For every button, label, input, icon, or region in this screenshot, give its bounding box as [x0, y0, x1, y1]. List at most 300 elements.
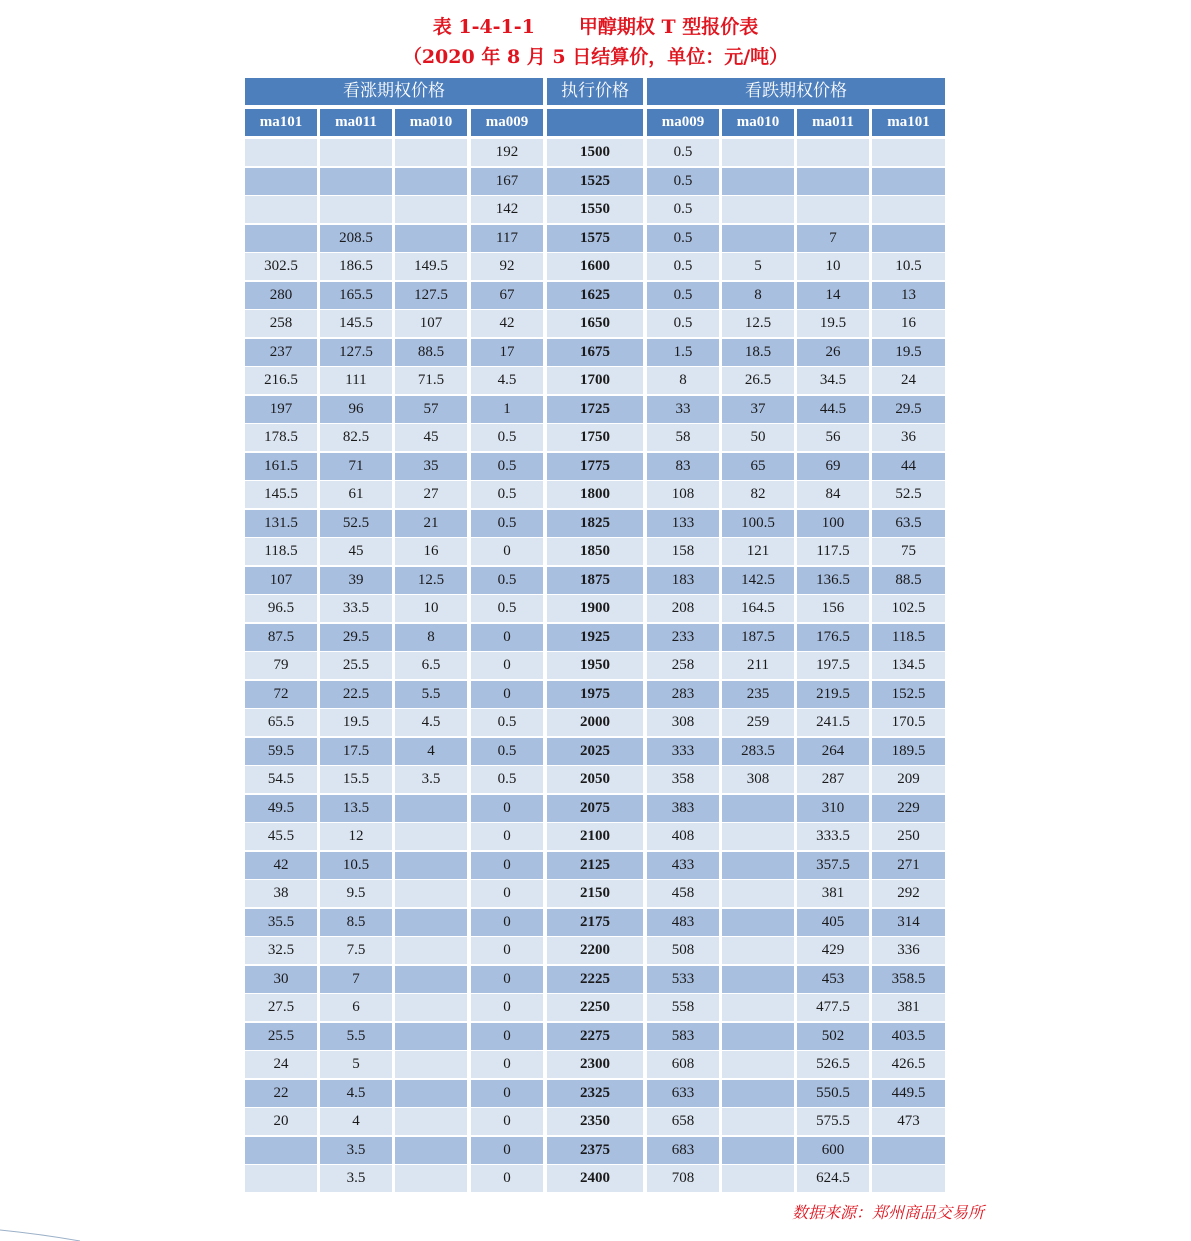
put-price-cell: 1.5: [647, 339, 719, 366]
put-price-cell: 229: [872, 795, 945, 822]
put-price-cell: 233: [647, 624, 719, 651]
call-price-cell: [395, 880, 467, 907]
put-price-cell: 502: [797, 1023, 869, 1050]
put-price-cell: 358: [647, 766, 719, 793]
put-price-cell: [722, 139, 794, 166]
put-price-cell: 82: [722, 481, 794, 508]
put-price-cell: 287: [797, 766, 869, 793]
call-price-cell: 280: [245, 282, 317, 309]
strike-price-cell: 2350: [547, 1108, 643, 1135]
call-price-cell: 4.5: [395, 709, 467, 736]
put-col-header: ma011: [797, 109, 869, 136]
call-price-cell: [320, 139, 392, 166]
call-price-cell: 117: [471, 225, 543, 252]
put-price-cell: 408: [647, 823, 719, 850]
call-price-cell: 6.5: [395, 652, 467, 679]
call-price-cell: 4: [395, 738, 467, 765]
call-price-cell: [245, 196, 317, 223]
strike-price-cell: 2250: [547, 994, 643, 1021]
call-price-cell: 186.5: [320, 253, 392, 280]
call-price-cell: 59.5: [245, 738, 317, 765]
call-price-cell: 5.5: [320, 1023, 392, 1050]
call-price-cell: [245, 1137, 317, 1164]
put-price-cell: 271: [872, 852, 945, 879]
put-price-cell: 5: [722, 253, 794, 280]
call-price-cell: 96.5: [245, 595, 317, 622]
call-price-cell: 107: [245, 567, 317, 594]
put-price-cell: [872, 196, 945, 223]
put-price-cell: 283: [647, 681, 719, 708]
call-price-cell: [320, 196, 392, 223]
put-price-cell: [722, 823, 794, 850]
put-price-cell: [722, 966, 794, 993]
strike-price-cell: 1650: [547, 310, 643, 337]
call-group-header: 看涨期权价格: [245, 78, 543, 105]
put-price-cell: 52.5: [872, 481, 945, 508]
put-price-cell: 333: [647, 738, 719, 765]
put-price-cell: 8: [722, 282, 794, 309]
call-price-cell: [395, 1108, 467, 1135]
put-price-cell: 14: [797, 282, 869, 309]
call-price-cell: [245, 225, 317, 252]
call-price-cell: 0: [471, 994, 543, 1021]
table-title: [0, 14, 1191, 40]
put-price-cell: 121: [722, 538, 794, 565]
call-price-cell: 9.5: [320, 880, 392, 907]
put-price-cell: 310: [797, 795, 869, 822]
call-price-cell: [395, 937, 467, 964]
call-price-cell: 67: [471, 282, 543, 309]
call-price-cell: 0: [471, 1165, 543, 1192]
put-price-cell: 133: [647, 510, 719, 537]
strike-price-cell: 2150: [547, 880, 643, 907]
put-group-header: 看跌期权价格: [647, 78, 945, 105]
put-price-cell: [722, 1023, 794, 1050]
call-price-cell: 79: [245, 652, 317, 679]
call-price-cell: 127.5: [320, 339, 392, 366]
strike-price-cell: 1550: [547, 196, 643, 223]
call-price-cell: 45: [395, 424, 467, 451]
call-price-cell: [395, 1080, 467, 1107]
put-price-cell: [722, 909, 794, 936]
call-price-cell: 27.5: [245, 994, 317, 1021]
strike-price-cell: 1850: [547, 538, 643, 565]
strike-col-header: [547, 109, 643, 136]
put-price-cell: 164.5: [722, 595, 794, 622]
put-price-cell: 336: [872, 937, 945, 964]
call-price-cell: [395, 994, 467, 1021]
put-price-cell: [722, 994, 794, 1021]
put-price-cell: 449.5: [872, 1080, 945, 1107]
call-price-cell: 6: [320, 994, 392, 1021]
strike-price-cell: 1975: [547, 681, 643, 708]
put-price-cell: 152.5: [872, 681, 945, 708]
strike-price-cell: 2400: [547, 1165, 643, 1192]
call-price-cell: 0.5: [471, 567, 543, 594]
call-price-cell: 0.5: [471, 510, 543, 537]
call-price-cell: 0: [471, 1108, 543, 1135]
put-price-cell: 358.5: [872, 966, 945, 993]
put-price-cell: 102.5: [872, 595, 945, 622]
call-price-cell: 0.5: [471, 766, 543, 793]
put-price-cell: [722, 1080, 794, 1107]
call-price-cell: 25.5: [320, 652, 392, 679]
decorative-curve: [0, 1200, 140, 1241]
call-price-cell: 13.5: [320, 795, 392, 822]
call-price-cell: 145.5: [245, 481, 317, 508]
call-price-cell: 4: [320, 1108, 392, 1135]
put-price-cell: 258: [647, 652, 719, 679]
put-price-cell: [872, 1137, 945, 1164]
call-price-cell: 0.5: [471, 738, 543, 765]
put-price-cell: 19.5: [797, 310, 869, 337]
table-number: 表 1-4-1-1: [432, 16, 535, 38]
strike-price-cell: 2225: [547, 966, 643, 993]
put-price-cell: 429: [797, 937, 869, 964]
put-price-cell: [722, 225, 794, 252]
call-price-cell: 0: [471, 880, 543, 907]
put-price-cell: 526.5: [797, 1051, 869, 1078]
strike-price-cell: 1525: [547, 168, 643, 195]
call-price-cell: 0: [471, 1023, 543, 1050]
put-price-cell: 189.5: [872, 738, 945, 765]
call-price-cell: [245, 139, 317, 166]
call-price-cell: 0: [471, 823, 543, 850]
call-price-cell: 3.5: [320, 1165, 392, 1192]
call-price-cell: 38: [245, 880, 317, 907]
call-price-cell: 0: [471, 795, 543, 822]
call-price-cell: 71.5: [395, 367, 467, 394]
call-price-cell: 33.5: [320, 595, 392, 622]
call-price-cell: 82.5: [320, 424, 392, 451]
put-price-cell: 44.5: [797, 396, 869, 423]
call-price-cell: 7: [320, 966, 392, 993]
put-col-header: ma009: [647, 109, 719, 136]
call-price-cell: 25.5: [245, 1023, 317, 1050]
call-price-cell: [395, 196, 467, 223]
strike-price-cell: 1800: [547, 481, 643, 508]
strike-price-cell: 1900: [547, 595, 643, 622]
call-price-cell: [245, 1165, 317, 1192]
put-price-cell: 473: [872, 1108, 945, 1135]
put-price-cell: 583: [647, 1023, 719, 1050]
strike-price-cell: 1750: [547, 424, 643, 451]
call-price-cell: 0: [471, 909, 543, 936]
call-price-cell: 1: [471, 396, 543, 423]
put-price-cell: 508: [647, 937, 719, 964]
put-price-cell: 37: [722, 396, 794, 423]
call-price-cell: 118.5: [245, 538, 317, 565]
put-price-cell: 208: [647, 595, 719, 622]
put-price-cell: 608: [647, 1051, 719, 1078]
call-price-cell: [395, 168, 467, 195]
put-price-cell: [722, 880, 794, 907]
put-price-cell: 183: [647, 567, 719, 594]
strike-price-cell: 1725: [547, 396, 643, 423]
put-price-cell: 142.5: [722, 567, 794, 594]
call-price-cell: 12.5: [395, 567, 467, 594]
put-price-cell: [722, 1051, 794, 1078]
call-price-cell: 22: [245, 1080, 317, 1107]
call-price-cell: 0: [471, 852, 543, 879]
put-price-cell: 381: [872, 994, 945, 1021]
call-price-cell: [395, 225, 467, 252]
put-price-cell: 0.5: [647, 310, 719, 337]
put-price-cell: 250: [872, 823, 945, 850]
call-price-cell: 30: [245, 966, 317, 993]
call-price-cell: 15.5: [320, 766, 392, 793]
call-price-cell: 19.5: [320, 709, 392, 736]
put-price-cell: 209: [872, 766, 945, 793]
call-price-cell: [395, 1023, 467, 1050]
put-price-cell: 170.5: [872, 709, 945, 736]
call-price-cell: 88.5: [395, 339, 467, 366]
call-price-cell: 5: [320, 1051, 392, 1078]
call-price-cell: 216.5: [245, 367, 317, 394]
data-source-note: 数据来源：郑州商品交易所: [792, 1203, 985, 1222]
call-price-cell: 20: [245, 1108, 317, 1135]
call-price-cell: 92: [471, 253, 543, 280]
put-price-cell: [722, 196, 794, 223]
call-price-cell: [395, 1051, 467, 1078]
put-price-cell: [722, 168, 794, 195]
call-price-cell: 16: [395, 538, 467, 565]
put-price-cell: 658: [647, 1108, 719, 1135]
call-price-cell: 107: [395, 310, 467, 337]
put-price-cell: 600: [797, 1137, 869, 1164]
call-price-cell: 24: [245, 1051, 317, 1078]
call-price-cell: 197: [245, 396, 317, 423]
call-price-cell: 29.5: [320, 624, 392, 651]
put-price-cell: 483: [647, 909, 719, 936]
call-price-cell: 258: [245, 310, 317, 337]
call-price-cell: [320, 168, 392, 195]
call-price-cell: 12: [320, 823, 392, 850]
put-price-cell: 26: [797, 339, 869, 366]
put-price-cell: 426.5: [872, 1051, 945, 1078]
put-price-cell: 69: [797, 453, 869, 480]
put-price-cell: 219.5: [797, 681, 869, 708]
call-price-cell: 0: [471, 1080, 543, 1107]
call-price-cell: 96: [320, 396, 392, 423]
put-price-cell: [797, 196, 869, 223]
put-price-cell: 458: [647, 880, 719, 907]
put-price-cell: 308: [647, 709, 719, 736]
call-price-cell: 0: [471, 624, 543, 651]
put-price-cell: 84: [797, 481, 869, 508]
put-price-cell: [872, 168, 945, 195]
put-price-cell: 264: [797, 738, 869, 765]
call-price-cell: 0: [471, 1137, 543, 1164]
put-price-cell: 477.5: [797, 994, 869, 1021]
call-price-cell: 61: [320, 481, 392, 508]
put-price-cell: 88.5: [872, 567, 945, 594]
call-price-cell: 87.5: [245, 624, 317, 651]
call-price-cell: 178.5: [245, 424, 317, 451]
call-price-cell: [245, 168, 317, 195]
put-price-cell: 33: [647, 396, 719, 423]
put-price-cell: 259: [722, 709, 794, 736]
call-price-cell: 0: [471, 966, 543, 993]
strike-price-cell: 2175: [547, 909, 643, 936]
strike-price-cell: 1875: [547, 567, 643, 594]
put-price-cell: 75: [872, 538, 945, 565]
call-price-cell: 10.5: [320, 852, 392, 879]
call-price-cell: 4.5: [320, 1080, 392, 1107]
call-price-cell: 127.5: [395, 282, 467, 309]
call-price-cell: [395, 1137, 467, 1164]
call-price-cell: 0.5: [471, 453, 543, 480]
call-price-cell: 237: [245, 339, 317, 366]
put-price-cell: 8: [647, 367, 719, 394]
call-price-cell: 0: [471, 937, 543, 964]
call-price-cell: 3.5: [320, 1137, 392, 1164]
call-price-cell: 0: [471, 538, 543, 565]
call-price-cell: 57: [395, 396, 467, 423]
put-price-cell: 26.5: [722, 367, 794, 394]
put-price-cell: 241.5: [797, 709, 869, 736]
put-price-cell: 19.5: [872, 339, 945, 366]
call-price-cell: 21: [395, 510, 467, 537]
put-price-cell: [722, 1165, 794, 1192]
strike-price-cell: 2325: [547, 1080, 643, 1107]
strike-price-cell: 1500: [547, 139, 643, 166]
put-price-cell: 13: [872, 282, 945, 309]
put-price-cell: 34.5: [797, 367, 869, 394]
strike-price-cell: 2025: [547, 738, 643, 765]
call-price-cell: 0.5: [471, 424, 543, 451]
put-price-cell: 12.5: [722, 310, 794, 337]
put-price-cell: 18.5: [722, 339, 794, 366]
put-price-cell: [722, 795, 794, 822]
put-price-cell: 134.5: [872, 652, 945, 679]
call-price-cell: 22.5: [320, 681, 392, 708]
call-price-cell: 65.5: [245, 709, 317, 736]
strike-price-cell: 1625: [547, 282, 643, 309]
call-price-cell: 165.5: [320, 282, 392, 309]
put-price-cell: 36: [872, 424, 945, 451]
strike-price-cell: 2300: [547, 1051, 643, 1078]
put-price-cell: 308: [722, 766, 794, 793]
put-price-cell: 283.5: [722, 738, 794, 765]
put-price-cell: 58: [647, 424, 719, 451]
strike-price-cell: 2050: [547, 766, 643, 793]
put-price-cell: 433: [647, 852, 719, 879]
put-price-cell: 624.5: [797, 1165, 869, 1192]
strike-header: 执行价格: [547, 78, 643, 105]
put-price-cell: 314: [872, 909, 945, 936]
call-price-cell: 0: [471, 652, 543, 679]
call-col-header: ma101: [245, 109, 317, 136]
put-price-cell: [797, 168, 869, 195]
call-price-cell: 45: [320, 538, 392, 565]
call-price-cell: 5.5: [395, 681, 467, 708]
call-price-cell: 7.5: [320, 937, 392, 964]
call-price-cell: 17.5: [320, 738, 392, 765]
put-price-cell: 176.5: [797, 624, 869, 651]
call-price-cell: 0: [471, 681, 543, 708]
put-price-cell: 405: [797, 909, 869, 936]
put-price-cell: 558: [647, 994, 719, 1021]
call-price-cell: 17: [471, 339, 543, 366]
strike-price-cell: 2075: [547, 795, 643, 822]
put-price-cell: 333.5: [797, 823, 869, 850]
put-price-cell: [872, 1165, 945, 1192]
call-price-cell: 39: [320, 567, 392, 594]
call-price-cell: 52.5: [320, 510, 392, 537]
call-price-cell: 208.5: [320, 225, 392, 252]
strike-price-cell: 1600: [547, 253, 643, 280]
put-price-cell: 10: [797, 253, 869, 280]
call-col-header: ma009: [471, 109, 543, 136]
strike-price-cell: 1950: [547, 652, 643, 679]
call-price-cell: 0: [471, 1051, 543, 1078]
put-price-cell: 0.5: [647, 282, 719, 309]
strike-price-cell: 1775: [547, 453, 643, 480]
put-price-cell: 117.5: [797, 538, 869, 565]
put-price-cell: 24: [872, 367, 945, 394]
put-price-cell: 187.5: [722, 624, 794, 651]
put-price-cell: 633: [647, 1080, 719, 1107]
call-price-cell: 149.5: [395, 253, 467, 280]
put-price-cell: 0.5: [647, 225, 719, 252]
put-price-cell: 29.5: [872, 396, 945, 423]
call-price-cell: 45.5: [245, 823, 317, 850]
call-price-cell: 10: [395, 595, 467, 622]
call-price-cell: 32.5: [245, 937, 317, 964]
call-price-cell: 4.5: [471, 367, 543, 394]
call-price-cell: 71: [320, 453, 392, 480]
put-price-cell: 0.5: [647, 168, 719, 195]
call-price-cell: 54.5: [245, 766, 317, 793]
put-price-cell: 403.5: [872, 1023, 945, 1050]
put-price-cell: 383: [647, 795, 719, 822]
call-price-cell: 49.5: [245, 795, 317, 822]
put-price-cell: [872, 139, 945, 166]
put-price-cell: 0.5: [647, 253, 719, 280]
put-price-cell: 10.5: [872, 253, 945, 280]
strike-price-cell: 2000: [547, 709, 643, 736]
call-price-cell: 42: [471, 310, 543, 337]
call-price-cell: 72: [245, 681, 317, 708]
call-price-cell: [395, 795, 467, 822]
strike-price-cell: 2375: [547, 1137, 643, 1164]
put-price-cell: 83: [647, 453, 719, 480]
put-price-cell: 211: [722, 652, 794, 679]
call-price-cell: [395, 909, 467, 936]
put-price-cell: 65: [722, 453, 794, 480]
call-price-cell: 35.5: [245, 909, 317, 936]
call-price-cell: [395, 139, 467, 166]
call-price-cell: 142: [471, 196, 543, 223]
put-price-cell: [872, 225, 945, 252]
call-price-cell: [395, 823, 467, 850]
call-price-cell: 0.5: [471, 595, 543, 622]
put-price-cell: [722, 1137, 794, 1164]
strike-price-cell: 2100: [547, 823, 643, 850]
put-price-cell: 550.5: [797, 1080, 869, 1107]
call-price-cell: 27: [395, 481, 467, 508]
put-price-cell: [722, 937, 794, 964]
call-price-cell: [395, 1165, 467, 1192]
call-price-cell: 8: [395, 624, 467, 651]
call-col-header: ma011: [320, 109, 392, 136]
call-price-cell: 8.5: [320, 909, 392, 936]
put-price-cell: 292: [872, 880, 945, 907]
put-price-cell: 235: [722, 681, 794, 708]
put-price-cell: 56: [797, 424, 869, 451]
strike-price-cell: 1575: [547, 225, 643, 252]
